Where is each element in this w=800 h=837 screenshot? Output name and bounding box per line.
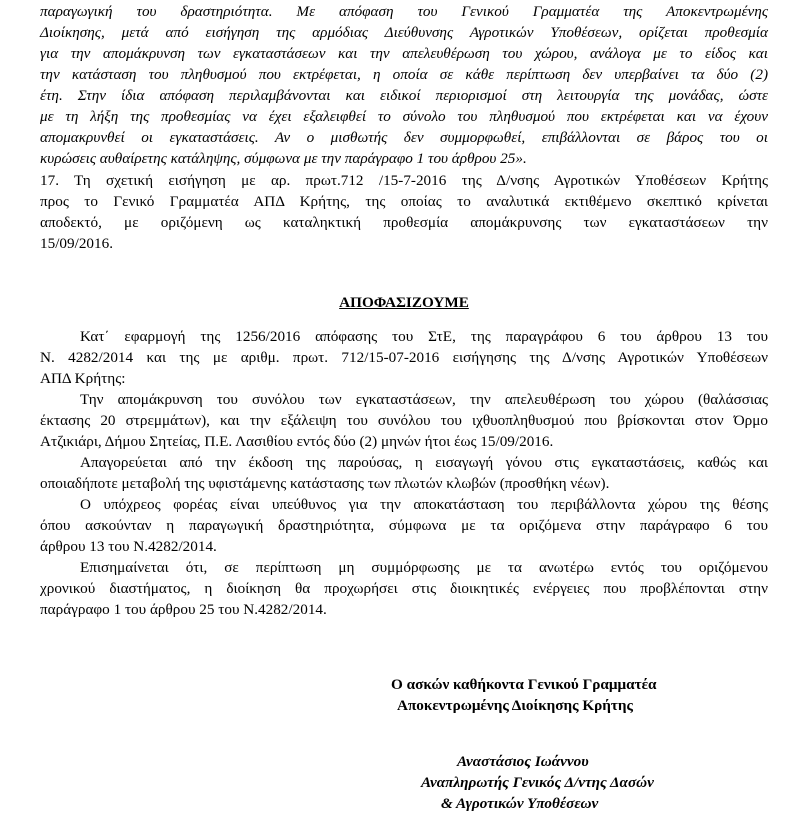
body-line: άρθρου 13 του Ν.4282/2014. [40,538,217,555]
recital-line: 15/09/2016. [40,235,113,252]
quote-line: απομακρυνθεί οι εγκαταστάσεις. Αν ο μισθωτής δεν συμμορφωθεί, επιβάλλονται σε βάρος του οι [40,129,768,146]
body-line: ΑΠΔ Κρήτης: [40,370,126,387]
body-line: Ατζικιάρι, Δήμου Σητείας, Π.Ε. Λασιθίου εντός δύο (2) μηνών ήτοι έως 15/09/2016. [40,433,554,450]
quote-line: κυρώσεις αυθαίρετης κατάληψης, σύμφωνα με την παράγραφο 1 του άρθρου 25». [40,150,527,167]
signatory-block [421,751,654,814]
decision-body [40,326,768,620]
body-line: Ο υπόχρεος φορέας είναι υπεύθυνος για την αποκατάσταση του περιβάλλοντα χώρου της θέσης [80,496,768,513]
recital-line: 17. Τη σχετική εισήγηση με αρ. πρωτ.712 /15-7-2016 της Δ/νσης Αγροτικών Υποθέσεων Κρήτης [40,172,768,189]
body-line: έκτασης 20 στρεμμάτων), και την εξάλειψη του συνόλου του ιχθυοπληθυσμού που βρίσκονται στον Όρμο [40,412,768,429]
quote-line: την κατάσταση του πληθυσμού που εκτρέφεται, η οποία σε κάθε περίπτωση δεν υπερβαίνει τα δύο (2) [40,66,768,83]
quote-line: παραγωγική του δραστηριότητα. Με απόφαση του Γενικού Γραμματέα της Αποκεντρωμένης [40,3,768,20]
body-line: όπου ασκούνταν η παραγωγική δραστηριότητα, σύμφωνα με τα οριζόμενα στην παράγραφο 6 του [40,517,768,534]
recital-line: αποδεκτό, με οριζόμενη ως καταληκτική προθεσμία απομάκρυνσης των εγκαταστάσεων την [40,214,768,231]
body-line: οποιαδήποτε μεταβολή της υφιστάμενης κατάστασης των πλωτών κλωβών (προσθήκη νέων). [40,475,610,492]
signature-title [391,674,657,716]
signatory-role: & Αγροτικών Υποθέσεων [441,795,599,812]
body-line: Απαγορεύεται από την έκδοση της παρούσας, η εισαγωγή γόνου στις εγκαταστάσεις, καθώς και [80,454,768,471]
signature-title-line: Ο ασκών καθήκοντα Γενικού Γραμματέα [391,676,657,693]
body-line: παράγραφο 1 του άρθρου 25 του Ν.4282/2014. [40,601,327,618]
body-line: Την απομάκρυνση του συνόλου των εγκαταστάσεων, την απελευθέρωση του χώρου (θαλάσσιας [80,391,768,408]
signatory-name: Αναστάσιος Ιωάννου [457,753,589,770]
body-line: Επισημαίνεται ότι, σε περίπτωση μη συμμόρφωσης με τα ανωτέρω εντός του οριζόμενου [80,559,768,576]
decision-heading [40,292,768,313]
quoted-law-paragraph [40,1,768,169]
body-line: Ν. 4282/2014 και της με αριθμ. πρωτ. 712/15-07-2016 εισήγησης της Δ/νσης Αγροτικών Υποθέσεων [40,349,768,366]
quote-line: με τη λήξη της προθεσμίας να έχει εξαλειφθεί το σύνολο του πληθυσμού που εκτρέφεται και να έχουν [40,108,768,125]
signatory-role: Αναπληρωτής Γενικός Δ/ντης Δασών [421,774,654,791]
decision-heading-text: ΑΠΟΦΑΣΙΖΟΥΜΕ [339,294,469,311]
recital-item-17 [40,170,768,254]
quote-line: Διοίκησης, μετά από εισήγηση της αρμόδιας Διεύθυνσης Αγροτικών Υποθέσεων, ορίζεται προθεσμία [40,24,768,41]
quote-line: για την απομάκρυνση των εγκαταστάσεων και την απελευθέρωση του χώρου, ανάλογα με το είδος και [40,45,768,62]
body-line: χρονικού διαστήματος, η διοίκηση θα προχωρήσει στις διοικητικές ενέργειες που προβλέπονται στην [40,580,768,597]
signature-title-line: Αποκεντρωμένης Διοίκησης Κρήτης [397,697,633,714]
recital-line: προς το Γενικό Γραμματέα ΑΠΔ Κρήτης, της οποίας το αναλυτικά εκτιθέμενο σκεπτικό κρίνεται [40,193,768,210]
body-line: Κατ΄ εφαρμογή της 1256/2016 απόφασης του ΣτΕ, της παραγράφου 6 του άρθρου 13 του [80,328,768,345]
quote-line: έτη. Στην ίδια απόφαση περιλαμβάνονται και ειδικοί περιορισμοί στη λειτουργία της μονάδας, ώστε [40,87,768,104]
